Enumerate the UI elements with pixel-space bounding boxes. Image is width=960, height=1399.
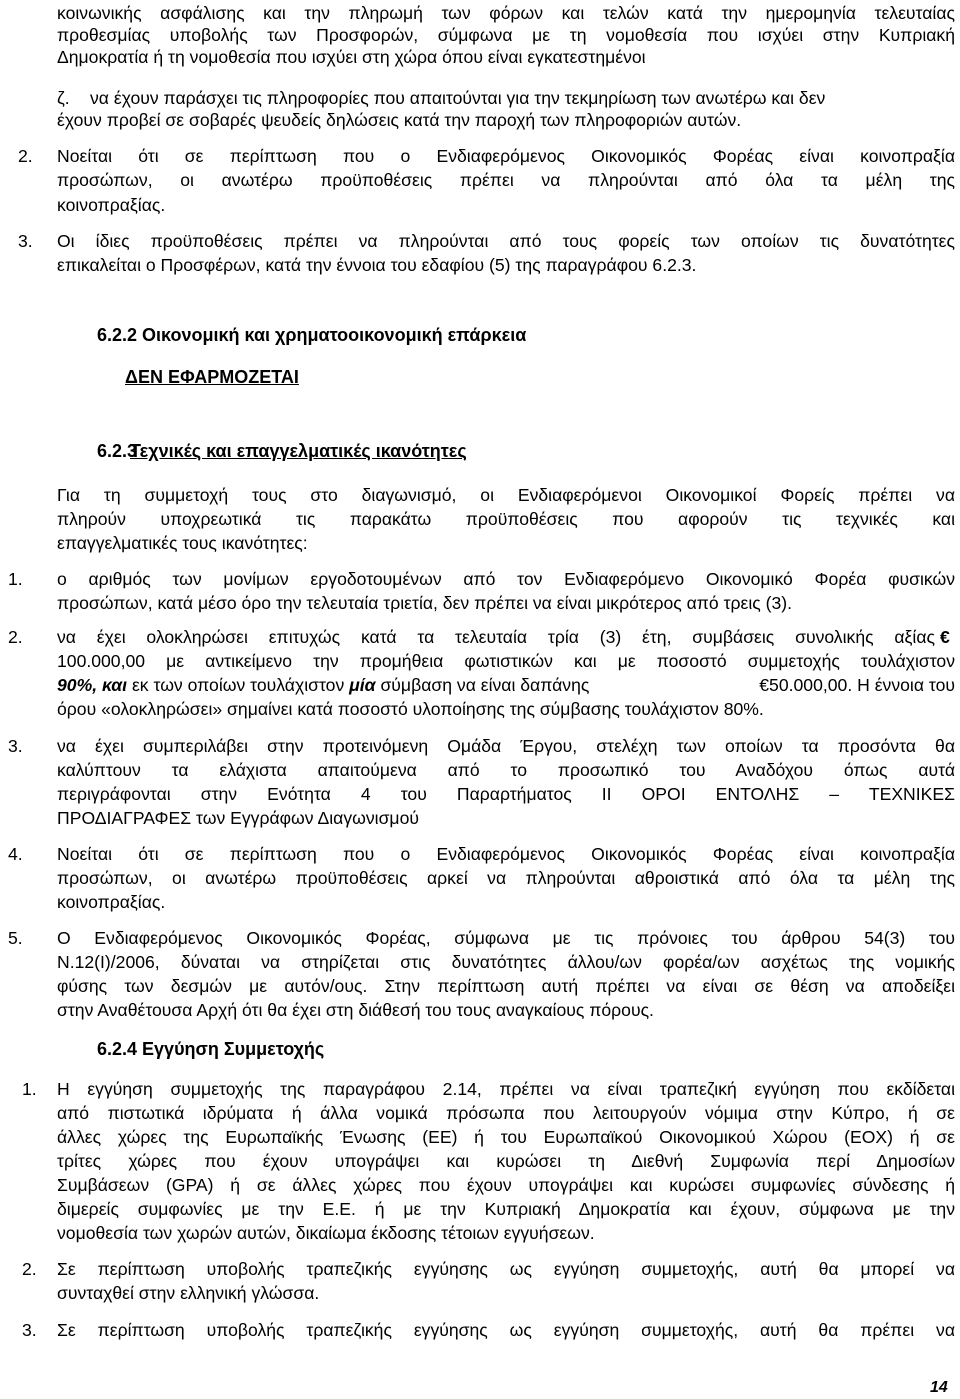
page-number: 14 — [930, 1379, 948, 1396]
tech-item-1-marker: 1. — [8, 569, 23, 589]
tech-item-4-line-3: κοινοπραξίας. — [57, 892, 166, 912]
tech-item-2-line-1: να έχει ολοκληρώσει επιτυχώς κατά τα τελευταία τρία (3) έτη, συμβάσεις συνολικής αξίας — [57, 627, 935, 647]
item-2-line-1: Νοείται ότι σε περίπτωση που ο Ενδιαφερόμενος Οικονομικός Φορέας είναι κοινοπραξία — [57, 146, 955, 166]
guarantee-item-1-line-3: άλλες χώρες της Ευρωπαϊκής Ένωσης (ΕΕ) ή του Ευρωπαϊκού Οικονομικού Χώρου (ΕΟΧ) ή σε — [57, 1127, 955, 1147]
tech-item-4-marker: 4. — [8, 844, 23, 864]
guarantee-item-1-line-6: διμερείς συμφωνίες με την Ε.Ε. ή με την Κυπριακή Δημοκρατία και έχουν, σύμφωνα με την — [57, 1199, 955, 1219]
guarantee-item-2-line-1: Σε περίπτωση υποβολής τραπεζικής εγγύησης ως εγγύηση συμμετοχής, αυτή θα μπορεί να — [57, 1259, 955, 1279]
tech-item-2-line-4: όρου «ολοκληρώσει» σημαίνει κατά ποσοστό υλοποίησης της σύμβασης τουλάχιστον 80%. — [57, 699, 764, 719]
tech-item-5-line-3: φύσης των δεσμών με αυτόν/ους. Στην περίπτωση αυτή πρέπει να είναι σε θέση να αποδείξει — [57, 976, 955, 996]
tech-item-2-line-2: 100.000,00 με αντικείμενο την προμήθεια φωτιστικών και με ποσοστό συμμετοχής τουλάχιστον — [57, 651, 955, 671]
percent-emphasis: 90%, και — [57, 675, 128, 695]
guarantee-item-2-marker: 2. — [22, 1259, 37, 1279]
section-623-intro-3: επαγγελματικές τους ικανότητες: — [57, 533, 308, 553]
one-emphasis: μία — [349, 675, 376, 695]
line3-text-d: σύμβαση να είναι δαπάνης — [375, 675, 595, 695]
tech-item-3-line-3: περιγράφονται στην Ενότητα 4 του Παραρτήματος ΙΙ ΟΡΟΙ ΕΝΤΟΛΗΣ – ΤΕΧΝΙΚΕΣ — [57, 784, 955, 804]
tech-item-2-marker: 2. — [8, 627, 23, 647]
tech-item-2-line-3 — [57, 672, 955, 698]
tech-item-5-line-4: στην Αναθέτουσα Αρχή ότι θα έχει στη διάθεσή του τους αναγκαίους πόρους. — [57, 1000, 654, 1020]
guarantee-item-3-line-1: Σε περίπτωση υποβολής τραπεζικής εγγύησης ως εγγύηση συμμετοχής, αυτή θα πρέπει να — [57, 1320, 955, 1340]
item-z-line-1: να έχουν παράσχει τις πληροφορίες που απαιτούνται για την τεκμηρίωση των ανωτέρω και δεν — [90, 88, 826, 108]
line3-text-e: €50.000,00. Η έννοια του — [759, 675, 955, 695]
line3-text-b: εκ των οποίων τουλάχιστον — [127, 675, 350, 695]
tech-item-4-line-2: προσώπων, οι ανωτέρω προϋποθέσεις αρκεί να πληρούνται αθροιστικά από όλα τα μέλη της — [57, 868, 955, 888]
section-623-heading: Τεχνικές και επαγγελματικές ικανότητες — [130, 441, 467, 461]
section-623-intro-2: πληρούν υποχρεωτικά τις παρακάτω προϋποθέσεις που αφορούν τις τεχνικές και — [57, 509, 955, 529]
tech-item-3-line-4: ΠΡΟΔΙΑΓΡΑΦΕΣ των Εγγράφων Διαγωνισμού — [57, 808, 419, 828]
section-622-not-applicable: ΔΕΝ ΕΦΑΡΜΟΖΕΤΑΙ — [125, 367, 299, 387]
guarantee-item-1-line-7: νομοθεσία των χωρών αυτών, δικαίωμα έκδοσης τέτοιων εγγυήσεων. — [57, 1223, 595, 1243]
tech-item-3-line-1: να έχει συμπεριλάβει στην προτεινόμενη Ομάδα Έργου, στελέχη των οποίων τα προσόντα θα — [57, 736, 955, 756]
tech-item-1-line-2: προσώπων, κατά μέσο όρο την τελευταία τριετία, δεν πρέπει να είναι μικρότερος από τρεις (3). — [57, 593, 793, 613]
item-z-marker: ζ. — [57, 88, 70, 108]
guarantee-item-1-line-1: Η εγγύηση συμμετοχής της παραγράφου 2.14, πρέπει να είναι τραπεζική εγγύηση που εκδίδεται — [57, 1079, 955, 1099]
section-622-heading: 6.2.2 Οικονομική και χρηματοοικονομική επάρκεια — [97, 325, 527, 345]
section-623-number: 6.2.3 — [97, 441, 138, 461]
top-line-3: Δημοκρατία ή τη νομοθεσία που ισχύει στη χώρα όπου είναι εγκατεστημένοι — [57, 47, 646, 67]
guarantee-item-3-marker: 3. — [22, 1320, 37, 1340]
item-z-line-2: έχουν προβεί σε σοβαρές ψευδείς δηλώσεις κατά την παροχή των πληροφοριών αυτών. — [57, 110, 742, 130]
euro-symbol: € — [940, 627, 950, 647]
tech-item-5-line-1: Ο Ενδιαφερόμενος Οικονομικός Φορέας, σύμφωνα με τις πρόνοιες του άρθρου 54(3) του — [57, 928, 955, 948]
top-line-2: προθεσμίας υποβολής των Προσφορών, σύμφωνα με τη νομοθεσία που ισχύει στην Κυπριακή — [57, 25, 955, 45]
item-2-line-3: κοινοπραξίας. — [57, 195, 166, 215]
tech-item-3-line-2: καλύπτουν τα ελάχιστα απαιτούμενα από το προσωπικό του Αναδόχου όπως αυτά — [57, 760, 955, 780]
top-line-1: κοινωνικής ασφάλισης και την πληρωμή των φόρων και τελών κατά την ημερομηνία τελευταίας — [57, 3, 955, 23]
guarantee-item-1-marker: 1. — [22, 1079, 37, 1099]
guarantee-item-1-line-5: Συμβάσεων (GPA) ή σε άλλες χώρες που έχουν υπογράψει και κυρώσει συμφωνίες σύνδεσης ή — [57, 1175, 955, 1195]
section-624-heading: 6.2.4 Εγγύηση Συμμετοχής — [97, 1039, 325, 1059]
item-2-marker: 2. — [18, 146, 33, 166]
guarantee-item-1-line-2: από πιστωτικά ιδρύματα ή άλλα νομικά πρόσωπα που λειτουργούν νόμιμα στην Κύπρο, ή σε — [57, 1103, 955, 1123]
tech-item-1-line-1: ο αριθμός των μονίμων εργοδοτουμένων από τον Ενδιαφερόμενο Οικονομικό Φορέα φυσικών — [57, 569, 955, 589]
item-3-line-2: επικαλείται ο Προσφέρων, κατά την έννοια του εδαφίου (5) της παραγράφου 6.2.3. — [57, 255, 697, 275]
guarantee-item-2-line-2: συνταχθεί στην ελληνική γλώσσα. — [57, 1283, 320, 1303]
item-3-line-1: Οι ίδιες προϋποθέσεις πρέπει να πληρούνται από τους φορείς των οποίων τις δυνατότητες — [57, 231, 955, 251]
guarantee-item-1-line-4: τρίτες χώρες που έχουν υπογράψει και κυρώσει τη Διεθνή Συμφωνία περί Δημοσίων — [57, 1151, 955, 1171]
item-2-line-2: προσώπων, οι ανωτέρω προϋποθέσεις πρέπει να πληρούνται από όλα τα μέλη της — [57, 170, 955, 190]
section-623-intro-1: Για τη συμμετοχή τους στο διαγωνισμό, οι Ενδιαφερόμενοι Οικονομικοί Φορείς πρέπει να — [57, 485, 955, 505]
tech-item-3-marker: 3. — [8, 736, 23, 756]
tech-item-4-line-1: Νοείται ότι σε περίπτωση που ο Ενδιαφερόμενος Οικονομικός Φορέας είναι κοινοπραξία — [57, 844, 955, 864]
tech-item-5-line-2: Ν.12(Ι)/2006, δύναται να στηρίζεται στις δυνατότητες άλλου/ων φορέα/ων ασχέτως της νομικής — [57, 952, 955, 972]
item-3-marker: 3. — [18, 231, 33, 251]
tech-item-5-marker: 5. — [8, 928, 23, 948]
